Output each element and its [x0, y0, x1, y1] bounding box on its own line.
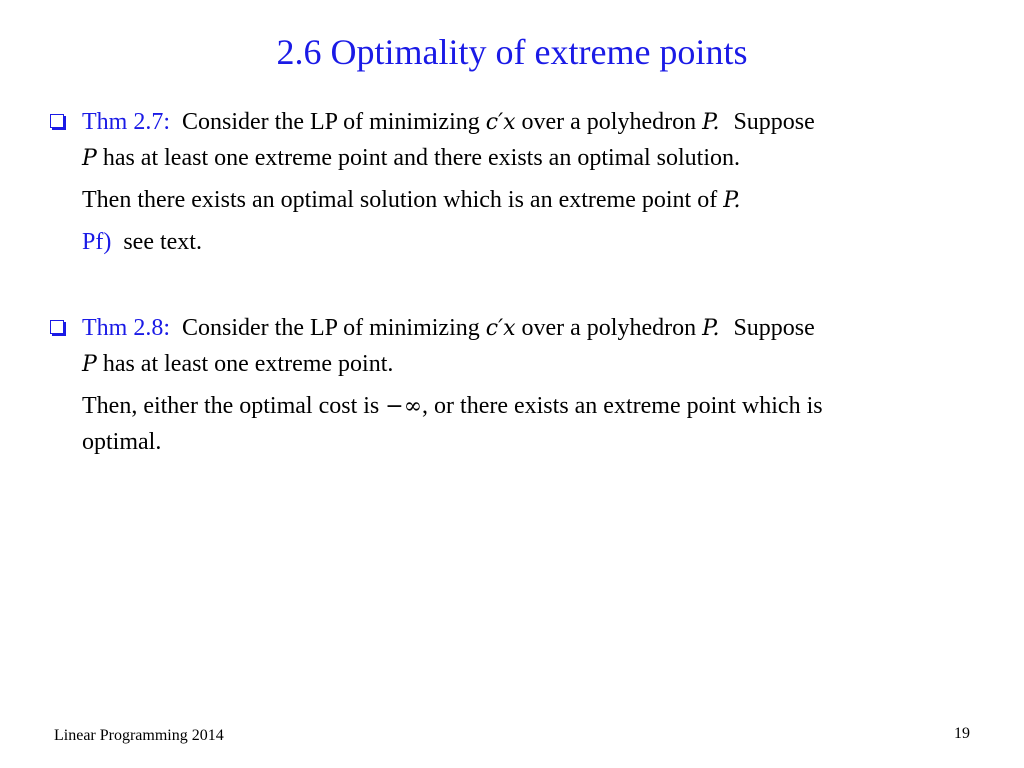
hollow-square-bullet-icon — [50, 320, 64, 334]
thm-2-8-label: Thm 2.8: — [82, 315, 170, 341]
footer-course: Linear Programming 2014 — [54, 727, 224, 744]
thm-2-7-line-2-math: P — [82, 146, 97, 171]
thm-2-8-line-3-text-a: Then, either the optimal cost is — [82, 393, 380, 419]
thm-2-7-math-cx: c′x — [485, 110, 516, 135]
thm-2-7-proof — [50, 224, 980, 260]
proof-text: see text. — [123, 229, 202, 255]
thm-2-8-text-c: Suppose — [733, 315, 815, 341]
thm-2-7-line-2 — [50, 140, 980, 176]
thm-2-8-line-2 — [50, 346, 980, 382]
thm-2-8-line-3 — [50, 388, 980, 424]
thm-2-8-math-cx: c′x — [485, 316, 516, 341]
thm-2-7-line-3 — [50, 182, 980, 218]
thm-2-7-math-p: P. — [702, 110, 720, 135]
thm-2-8-line-4 — [50, 424, 980, 460]
thm-2-7-line-2-text: has at least one extreme point and there exists an optimal solution. — [102, 145, 740, 171]
thm-2-7-line-3-text: Then there exists an optimal solution which is an extreme point of — [82, 187, 718, 213]
slide-title: 2.6 Optimality of extreme points — [276, 32, 748, 72]
thm-2-8-text-a: Consider the LP of minimizing — [182, 315, 480, 341]
thm-2-7-label: Thm 2.7: — [82, 109, 170, 135]
thm-2-7-text-a: Consider the LP of minimizing — [182, 109, 480, 135]
thm-2-8-line-1 — [50, 310, 980, 346]
thm-2-8-line-3-math: −∞ — [385, 394, 423, 419]
theorem-2-8 — [50, 310, 980, 460]
footer-page-number: 19 — [954, 725, 970, 742]
thm-2-8-line-3-text-b: , or there exists an extreme point which is — [422, 393, 823, 419]
thm-2-8-text-b: over a polyhedron — [521, 315, 697, 341]
thm-2-7-text-c: Suppose — [733, 109, 815, 135]
thm-2-8-line-4-text: optimal. — [82, 429, 162, 455]
theorem-2-7 — [50, 104, 980, 260]
thm-2-8-math-p: P. — [702, 316, 720, 341]
thm-2-8-line-2-math: P — [82, 352, 97, 377]
hollow-square-bullet-icon — [50, 114, 64, 128]
thm-2-7-text-b: over a polyhedron — [521, 109, 697, 135]
thm-2-8-line-2-text: has at least one extreme point. — [102, 351, 394, 377]
thm-2-7-line-1 — [50, 104, 980, 140]
proof-label: Pf) — [82, 229, 112, 255]
thm-2-7-line-3-math: P. — [723, 188, 741, 213]
